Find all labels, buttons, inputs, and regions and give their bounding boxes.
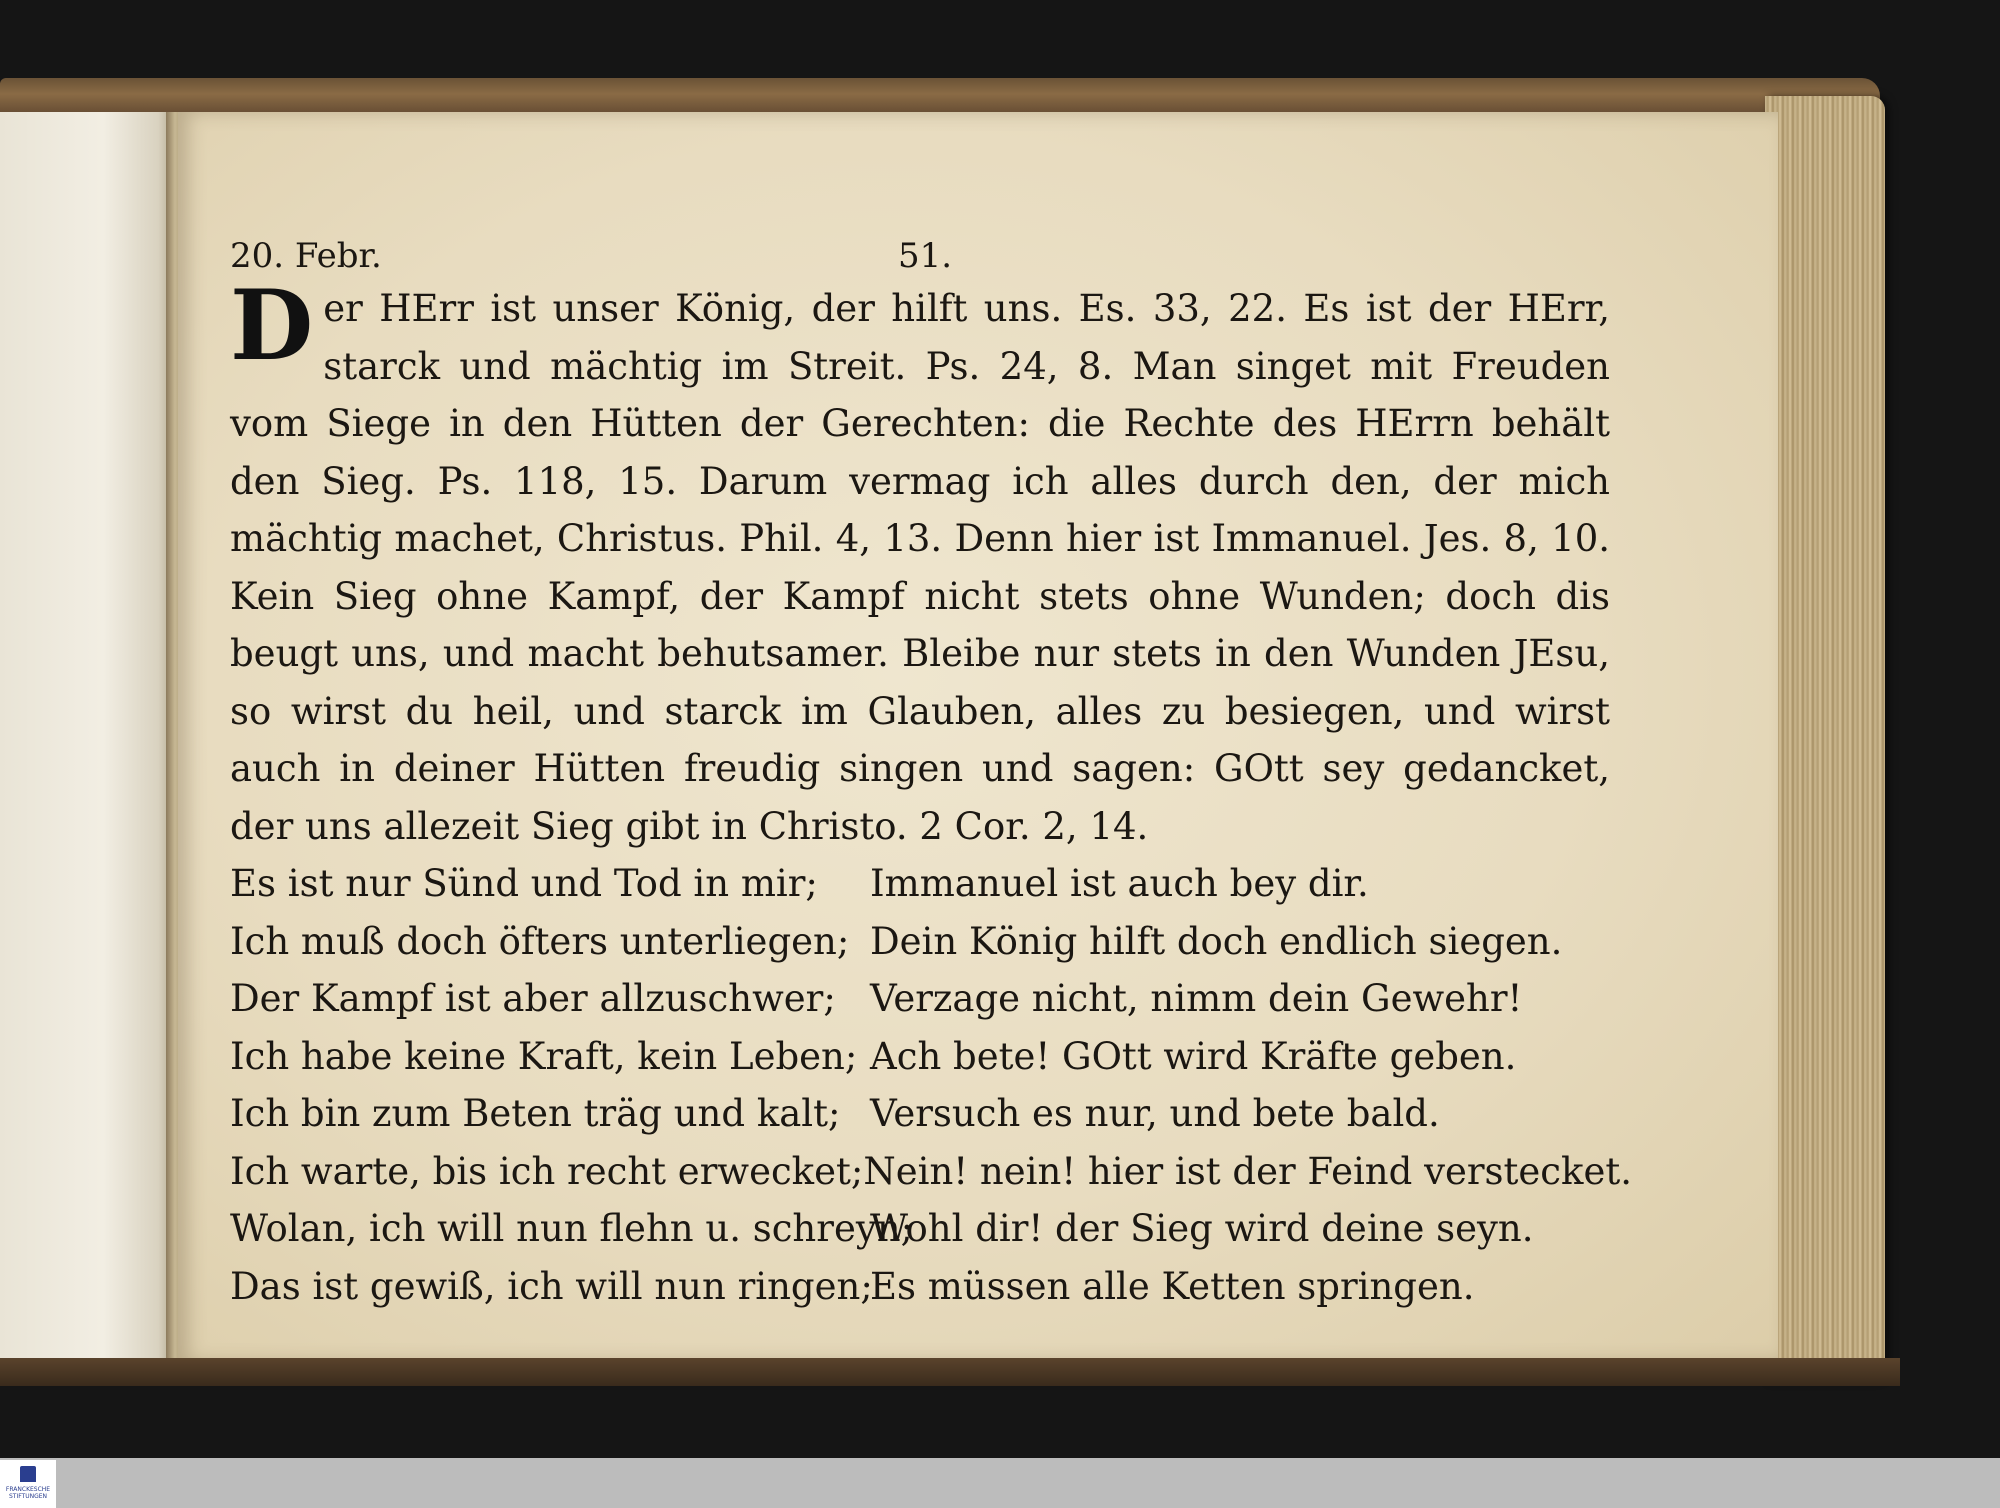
institution-logo[interactable] xyxy=(0,1460,56,1508)
verse-answer: Dein König hilft doch endlich siegen. xyxy=(870,919,1563,963)
page-number: 51. xyxy=(898,236,953,276)
viewer-footer-bar xyxy=(0,1458,2000,1508)
verse-question: Ich muß doch öfters unterliegen; xyxy=(230,919,850,963)
drop-cap-initial: D xyxy=(230,269,314,382)
prose-text: er HErr ist unser König, der hilft uns. Es. 33, 22. Es ist der HErr, starck und mächtig im Streit. Ps. 24, 8. Man singet mit Freuden vom Siege in den Hütten der Gerechten: die Rechte des HErrn behält den Sieg. Ps. 118, 15. Darum vermag ich alles durch den, der mich mächtig machet, Christus. Phil. 4, 13. Denn hier ist Immanuel. Jes. 8, 10. Kein Sieg ohne Kampf, der Kampf nicht stets ohne Wunden; doch dis beugt uns, und macht behutsamer. Bleibe nur stets in den Wunden JEsu, so wirst du heil, und starck im Glauben, alles zu besiegen, und wirst auch in deiner Hütten freudig singen und sagen: GOtt sey gedancket, der uns allezeit Sieg gibt in Christo. 2 Cor. 2, 14. xyxy=(230,287,1610,848)
verse-answer: Ach bete! GOtt wird Kräfte geben. xyxy=(870,1034,1517,1078)
verse-answer: Immanuel ist auch bey dir. xyxy=(870,862,1369,905)
page-text-block xyxy=(230,236,1632,1315)
verse-row xyxy=(230,1028,1610,1086)
verse-question: Es ist nur Sünd und Tod in mir; xyxy=(230,862,818,905)
verse-row xyxy=(230,855,1610,913)
page-edges xyxy=(1765,96,1885,1381)
verse-answer: Nein! nein! hier ist der Feind verstecket. xyxy=(863,1149,1632,1193)
verse-row xyxy=(230,1085,1610,1143)
page-date: 20. Febr. xyxy=(230,236,382,276)
verse-question: Ich habe keine Kraft, kein Leben; xyxy=(230,1034,858,1078)
devotional-prose xyxy=(230,269,1610,855)
verse-row xyxy=(230,913,1610,971)
left-page xyxy=(0,112,172,1362)
verse-question: Das ist gewiß, ich will nun ringen; xyxy=(230,1264,873,1308)
verse-row xyxy=(230,1143,1632,1201)
verse-answer: Verzage nicht, nimm dein Gewehr! xyxy=(870,977,1523,1020)
verse-question: Der Kampf ist aber allzuschwer; xyxy=(230,977,836,1020)
building-icon xyxy=(20,1466,36,1482)
page-header xyxy=(230,236,1610,286)
verse-question: Ich warte, bis ich recht erwecket; xyxy=(230,1149,864,1193)
logo-text: FRANCKESCHE STIFTUNGEN xyxy=(5,1486,51,1500)
hymn-verses xyxy=(230,855,1632,1315)
verse-row xyxy=(230,1258,1610,1316)
verse-answer: Wohl dir! der Sieg wird deine seyn. xyxy=(870,1207,1534,1250)
verse-answer: Es müssen alle Ketten springen. xyxy=(870,1264,1475,1308)
verse-question: Wolan, ich will nun flehn u. schreyn; xyxy=(230,1207,914,1250)
verse-row xyxy=(230,970,1610,1028)
verse-question: Ich bin zum Beten träg und kalt; xyxy=(230,1092,841,1135)
verse-row xyxy=(230,1200,1610,1258)
book-cover-bottom-edge xyxy=(0,1358,1900,1386)
verse-answer: Versuch es nur, und bete bald. xyxy=(870,1092,1440,1135)
